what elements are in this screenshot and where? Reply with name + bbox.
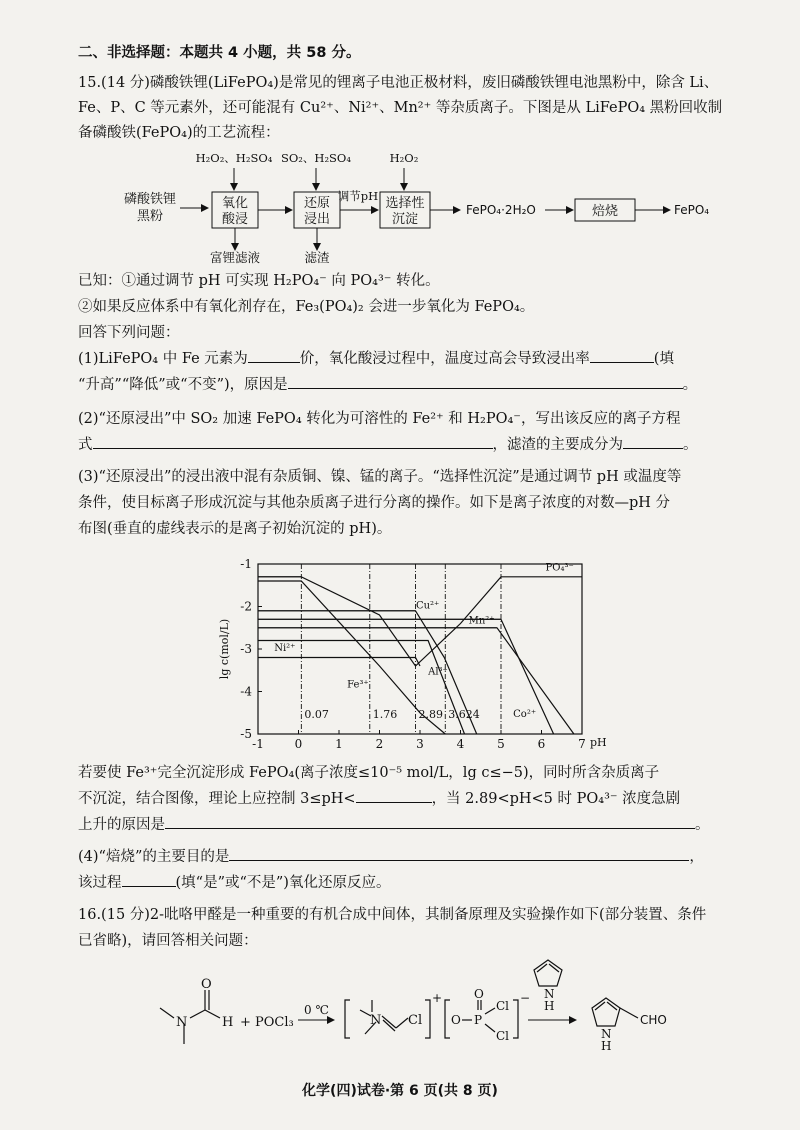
pyrrole-2-carbaldehyde-structure	[592, 998, 638, 1026]
flow-box-3-line2: 沉淀	[391, 212, 419, 227]
iminium-atom-n: N	[370, 1013, 382, 1028]
anion-charge: −	[520, 991, 531, 1005]
page-footer: 化学(四)试卷·第 6 页(共 8 页)	[302, 1083, 498, 1099]
q15-part3-line3: 布图(垂直的虚线表示的是离子初始沉淀的 pH)。	[78, 521, 392, 537]
anion-atom-cl1: Cl	[496, 999, 510, 1013]
flow-start-line2: 黑粉	[136, 209, 164, 224]
q16-intro-line2: 已省略)，请回答相关问题：	[78, 933, 258, 949]
series-label: Fe³⁺	[347, 679, 369, 691]
plus-pocl3: + POCl₃	[240, 1015, 294, 1030]
q15-part1-line1: (1)LiFePO₄ 中 Fe 元素为 价，氧化酸浸过程中，温度过高会导致浸出率 (填	[78, 348, 740, 370]
flow-box-3-line1: 选择性	[385, 196, 425, 211]
series-label: Mn²⁺	[468, 615, 495, 627]
series-line	[258, 577, 582, 666]
q15-part3-line2: 条件，使目标离子形成沉淀与其他杂质离子进行分离的操作。如下是离子浓度的对数—pH 分	[78, 495, 671, 511]
known-2: ②如果反应体系中有氧化剂存在，Fe₃(PO₄)₂ 会进一步氧化为 FePO₄。	[78, 299, 535, 315]
series-label: Cu²⁺	[415, 600, 440, 612]
flow-reagent-1: H₂O₂、H₂SO₄	[195, 151, 273, 165]
iminium-charge: +	[432, 991, 443, 1005]
x-tick-label: 2	[375, 737, 384, 751]
flow-box-1-line1: 氧化	[221, 196, 249, 211]
answer-blank[interactable]	[623, 434, 683, 449]
x-tick-label: -1	[252, 737, 264, 751]
answer-blank[interactable]	[590, 348, 654, 363]
dmf-atom-h: H	[222, 1015, 234, 1030]
x-tick-label: 5	[497, 737, 505, 751]
pyrrole-structure	[534, 960, 562, 986]
anion-atom-o2: O	[474, 987, 484, 1001]
flow-reagent-2: SO₂、H₂SO₄	[281, 151, 351, 165]
flow-out-1: 富锂滤液	[209, 250, 261, 265]
flow-start-line1: 磷酸铁锂	[123, 192, 177, 207]
q15-part2-line2: 式 ，滤渣的主要成分为 。	[78, 434, 740, 456]
series-label: Ni²⁺	[274, 643, 296, 655]
q15-part3-line6: 上升的原因是 。	[78, 814, 740, 836]
flow-product-1: FePO₄·2H₂O	[466, 203, 536, 217]
q15-part4-line2: 该过程 (填“是”或“不是”)氧化还原反应。	[78, 872, 740, 894]
y-axis-label: lg c(mol/L)	[218, 618, 231, 680]
q16-intro-line1: 16.(15 分)2-吡咯甲醛是一种重要的有机合成中间体，其制备原理及实验操作如下(部分装置、条件	[78, 907, 707, 923]
flow-box-4: 焙烧	[591, 204, 619, 219]
q15-intro-line3: 备磷酸铁(FePO₄)的工艺流程：	[78, 125, 280, 141]
q15-part4-line1: (4)“焙烧”的主要目的是 ，	[78, 846, 740, 868]
q15-intro-line1: 15.(14 分)磷酸铁锂(LiFePO₄)是常见的锂离子电池正极材料，废旧磷酸铁锂电池黑粉中，除含 Li、	[78, 75, 719, 91]
answer-blank[interactable]	[93, 434, 493, 449]
pyrrole-atom-h: H	[544, 999, 555, 1013]
answer-blank[interactable]	[122, 872, 176, 887]
anion-atom-o1: O	[451, 1013, 461, 1027]
product-group: CHO	[640, 1013, 667, 1027]
x-axis-label: pH	[590, 736, 607, 749]
reaction-scheme	[0, 955, 800, 1065]
y-tick-label: -4	[240, 684, 252, 699]
vline-annotation: 2.89	[418, 708, 444, 721]
series-label: PO₄³⁻	[545, 562, 574, 574]
iminium-atom-cl: Cl	[408, 1013, 423, 1028]
anion-atom-p: P	[474, 1013, 483, 1027]
dmf-structure	[160, 990, 220, 1044]
product-atom-n: N	[601, 1027, 612, 1041]
flow-box-1-line2: 酸浸	[221, 212, 249, 227]
q15-part3-line5: 不沉淀，结合图像，理论上应控制 3≤pH< ，当 2.89<pH<5 时 PO₄³⁻ 浓度急剧	[78, 788, 740, 810]
answer-blank[interactable]	[229, 846, 689, 861]
pyrrole-atom-n: N	[544, 987, 555, 1001]
x-tick-label: 7	[578, 737, 586, 751]
series-label: Al³⁺	[428, 666, 448, 678]
dmf-atom-n: N	[176, 1015, 188, 1030]
condition-text: 0 ℃	[304, 1003, 329, 1017]
series-line	[258, 658, 420, 667]
q15-part2-line1: (2)“还原浸出”中 SO₂ 加速 FePO₄ 转化为可溶性的 Fe²⁺ 和 H₂PO₄⁻，写出该反应的离子方程	[78, 411, 681, 427]
answer-blank[interactable]	[288, 374, 683, 389]
section-heading: 二、非选择题：本题共 4 小题，共 58 分。	[78, 45, 361, 61]
x-tick-label: 6	[537, 737, 546, 751]
flow-product-2: FePO₄	[674, 203, 710, 217]
answer-blank[interactable]	[165, 814, 695, 829]
flow-arrow-label: 调节pH	[337, 189, 379, 203]
x-tick-label: 3	[416, 737, 424, 751]
vline-annotation: 0.07	[304, 708, 329, 721]
q15-part3-line1: (3)“还原浸出”的浸出液中混有杂质铜、镍、锰的离子。“选择性沉淀”是通过调节 pH 或温度等	[78, 469, 682, 485]
y-tick-label: -3	[240, 642, 252, 656]
lgc-ph-chart	[200, 552, 620, 762]
known-1: 已知：①通过调节 pH 可实现 H₂PO₄⁻ 向 PO₄³⁻ 转化。	[78, 273, 440, 289]
x-tick-label: 0	[294, 737, 303, 751]
flow-out-2: 滤渣	[304, 250, 330, 265]
answer-prompt: 回答下列问题：	[78, 325, 180, 341]
answer-blank[interactable]	[356, 788, 432, 803]
vline-annotation: 1.76	[372, 708, 398, 721]
q15-part3-line4: 若要使 Fe³⁺完全沉淀形成 FePO₄(离子浓度≤10⁻⁵ mol/L，lg c≤−5)，同时所含杂质离子	[78, 765, 660, 781]
series-line	[258, 619, 554, 734]
answer-blank[interactable]	[248, 348, 300, 363]
process-flow-diagram	[0, 145, 800, 265]
flow-box-2-line1: 还原	[303, 196, 331, 211]
y-tick-label: -1	[240, 557, 252, 571]
y-tick-label: -5	[240, 727, 252, 741]
q15-part1-line2: “升高”“降低”或“不变”)，原因是 。	[78, 374, 740, 396]
flow-box-2-line2: 浸出	[303, 212, 331, 227]
x-tick-label: 1	[335, 737, 343, 751]
dmf-atom-o: O	[201, 977, 212, 992]
q15-intro-line2: Fe、P、C 等元素外，还可能混有 Cu²⁺、Ni²⁺、Mn²⁺ 等杂质离子。下图是从 LiFePO₄ 黑粉回收制	[78, 100, 723, 116]
anion-atom-cl2: Cl	[496, 1029, 510, 1043]
y-tick-label: -2	[240, 599, 252, 614]
product-atom-h: H	[601, 1039, 612, 1053]
vline-annotation: 3.624	[448, 708, 480, 721]
series-label: Co²⁺	[513, 709, 537, 720]
flow-reagent-3: H₂O₂	[389, 151, 419, 165]
x-tick-label: 4	[456, 737, 465, 751]
